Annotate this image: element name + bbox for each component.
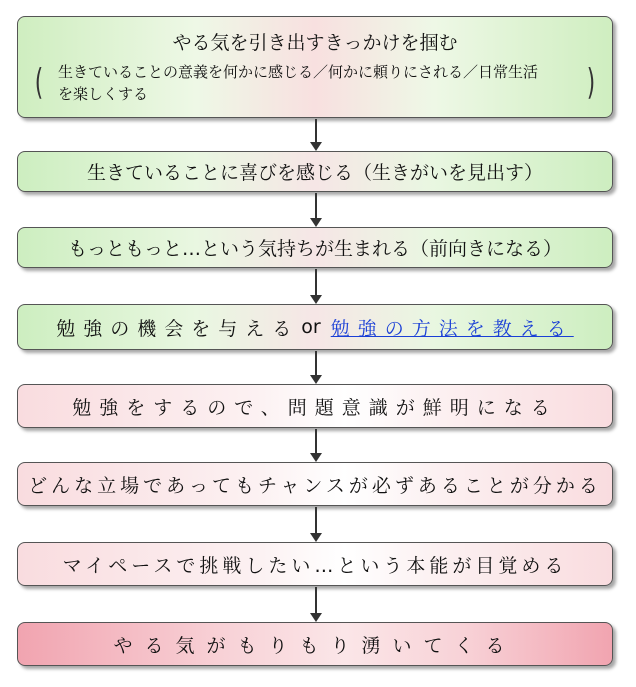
step-4-part-1: 勉強の機会を与える: [56, 317, 300, 340]
step-7-label: マイペースで挑戦したい…という本能が目覚める: [62, 554, 568, 577]
step-3-label: もっともっと…という気持ちが生まれる（前向きになる）: [67, 238, 562, 260]
flow-step-5: [17, 384, 613, 428]
flow-step-8: [17, 622, 613, 666]
step-8-label: やる気がもりもり湧いてくる: [113, 634, 517, 657]
step-5-label: 勉強をするので、問題意識が鮮明になる: [72, 396, 558, 419]
step-1-detail: [34, 61, 596, 105]
flow-step-3: [17, 227, 613, 268]
step-4-connector: or: [301, 316, 321, 338]
flow-step-2: [17, 151, 613, 192]
step-2-label: 生きていることに喜びを感じる（生きがいを見出す）: [86, 162, 543, 184]
step-1-title: やる気を引き出すきっかけを掴む: [172, 32, 458, 54]
down-arrow-icon: [315, 429, 317, 454]
open-paren: (: [34, 62, 44, 103]
flow-step-6: [17, 462, 613, 506]
flow-step-4: [17, 304, 613, 350]
down-arrow-icon: [315, 119, 317, 143]
close-paren: ): [586, 62, 596, 103]
step-1-detail-line-2: を楽しくする: [58, 85, 149, 103]
flow-step-1: [17, 16, 613, 118]
step-1-detail-line-1: 生きていることの意義を何かに感じる／何かに頼りにされる／日常生活: [58, 63, 539, 81]
down-arrow-icon: [315, 193, 317, 219]
study-method-link[interactable]: 勉強の方法を教える: [330, 317, 574, 340]
down-arrow-icon: [315, 587, 317, 614]
down-arrow-icon: [315, 269, 317, 296]
down-arrow-icon: [315, 351, 317, 376]
down-arrow-icon: [315, 507, 317, 534]
step-6-label: どんな立場であってもチャンスが必ずあることが分かる: [28, 474, 602, 497]
flow-step-7: [17, 542, 613, 586]
